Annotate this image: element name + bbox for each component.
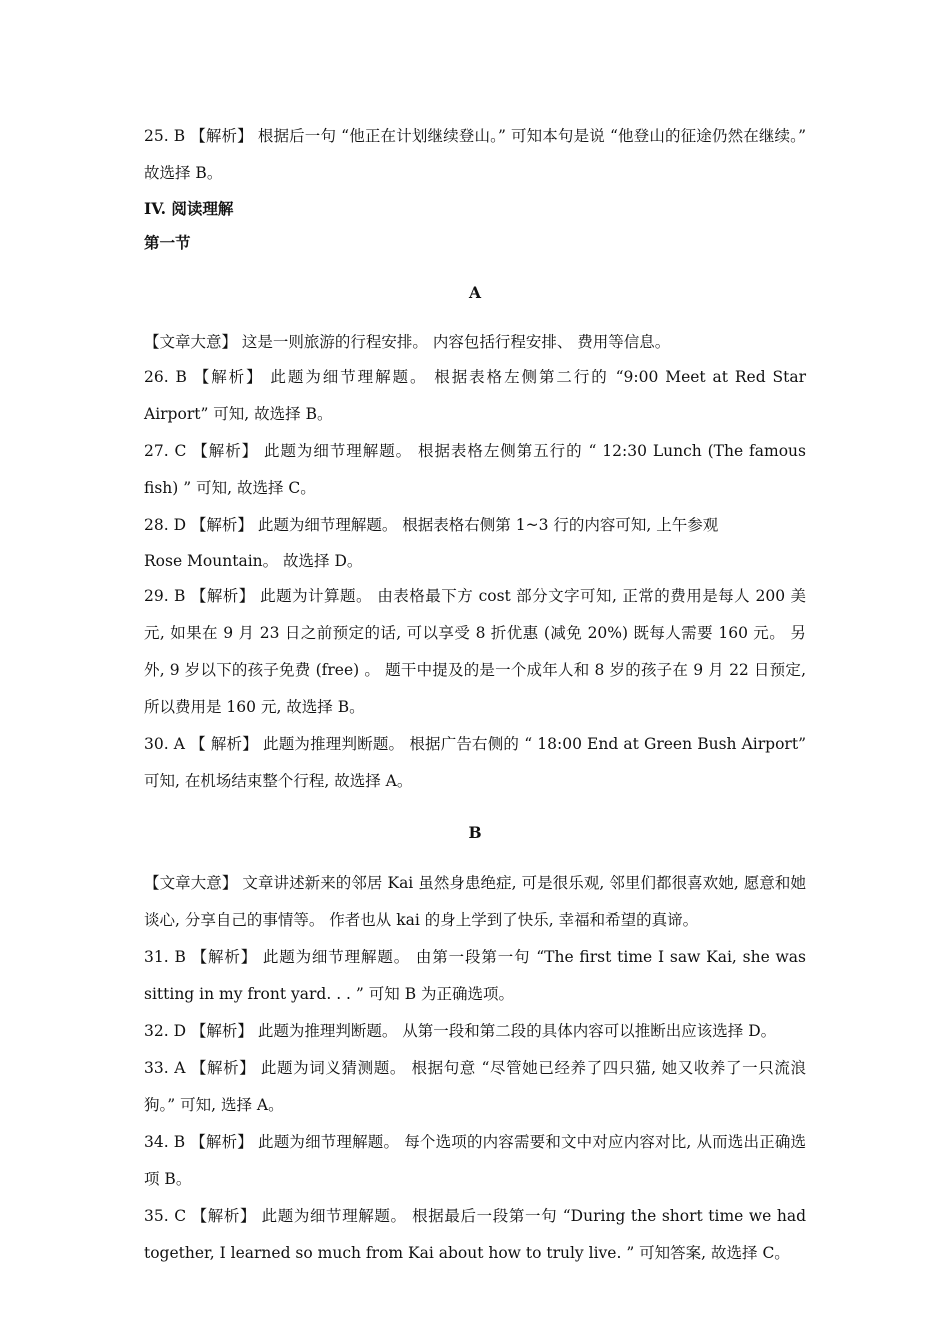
answer-26: 26. B 【解析】 此题为细节理解题。 根据表格左侧第二行的 “9:00 Meet at Red Star Airport” 可知, 故选择 B。 [144,368,806,423]
summary-b: 【文章大意】 文章讲述新来的邻居 Kai 虽然身患绝症, 可是很乐观, 邻里们都很喜欢她, 愿意和她谈心, 分享自己的事情等。 作者也从 kai 的身上学到了快乐, 幸福和希望的真谛。 [144,874,806,929]
answer-31: 31. B 【解析】 此题为细节理解题。 由第一段第一句 “The first time I saw Kai, she was sitting in my front yard. . . ” 可知 B 为正确选项。 [144,948,806,1003]
answer-35: 35. C 【解析】 此题为细节理解题。 根据最后一段第一句 “During the short time we had together, I learned so much from Kai about how to truly live. ” 可知答案, 故选择 C。 [144,1207,806,1262]
answer-32: 32. D 【解析】 此题为推理判断题。 从第一段和第二段的具体内容可以推断出应该选择 D。 [144,1022,777,1040]
answer-34: 34. B 【解析】 此题为细节理解题。 每个选项的内容需要和文中对应内容对比, 从而选出正确选项 B。 [144,1133,806,1188]
answer-29: 29. B 【解析】 此题为计算题。 由表格最下方 cost 部分文字可知, 正常的费用是每人 200 美元, 如果在 9 月 23 日之前预定的话, 可以享受 8 折优惠 (减免 20%) 既每人需要 160 元。 另外, 9 岁以下的孩子免费 (free) 。 题干中提及的是一个成年人和 8 岁的孩子在 9 月 22 日预定, 所以费用是 160 元, 故选择 B。 [144,587,806,716]
answer-28-line1: 28. D 【解析】 此题为细节理解题。 根据表格右侧第 1~3 行的内容可知, 上午参观 [144,516,719,534]
passage-heading-b: B [468,822,482,842]
answer-27: 27. C 【解析】 此题为细节理解题。 根据表格左侧第五行的 “ 12:30 Lunch (The famous fish) ” 可知, 故选择 C。 [144,442,806,497]
summary-a: 【文章大意】 这是一则旅游的行程安排。 内容包括行程安排、 费用等信息。 [144,333,671,351]
answer-28-line2: Rose Mountain。 故选择 D。 [144,552,363,570]
passage-heading-a: A [468,282,482,302]
document-page [144,118,806,1272]
sub-title: 第一节 [144,233,191,252]
answer-25: 25. B 【解析】 根据后一句 “他正在计划继续登山。” 可知本句是说 “他登山的征途仍然在继续。” 故选择 B。 [144,127,806,182]
section-title: IV. 阅读理解 [144,199,234,218]
answer-33: 33. A 【解析】 此题为词义猜测题。 根据句意 “尽管她已经养了四只猫, 她又收养了一只流浪狗。” 可知, 选择 A。 [144,1059,806,1114]
answer-30: 30. A 【 解析】 此题为推理判断题。 根据广告右侧的 “ 18:00 End at Green Bush Airport” 可知, 在机场结束整个行程, 故选择 A。 [144,735,806,790]
